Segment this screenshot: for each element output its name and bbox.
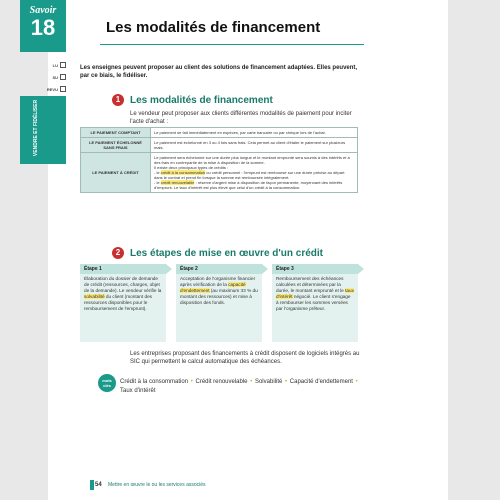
title-underline bbox=[100, 44, 364, 45]
checklist-item[interactable] bbox=[40, 60, 66, 70]
credit-types-intro: Il existe deux principaux types de crédits : bbox=[154, 165, 229, 170]
bullet-text: ou crédit personnel : l'emprunt est remboursé sur une durée précise au départ dans le contrat et prend fin lorsque la somme est remboursée intégralement. bbox=[154, 170, 345, 180]
footer-text: Mettre en œuvre le ou les services associés bbox=[108, 482, 206, 488]
keyword: Solvabilité bbox=[254, 379, 283, 385]
checkbox[interactable] bbox=[60, 74, 66, 80]
keyword-highlight: taux d'intérêt bbox=[276, 288, 354, 299]
table-row-body: Le paiement se fait immédiatement en espèces, par carte bancaire ou par chèque lors de l'achat. bbox=[151, 128, 358, 138]
side-band-label: VENDRE ET FIDÉLISER bbox=[33, 99, 39, 157]
credit-desc: Le paiement sera échelonné sur une durée plus longue et le montant emprunté sera soumis à des intérêts et à des frais en contrepartie de la mise à disposition de la somme. bbox=[154, 155, 350, 165]
payment-table bbox=[80, 127, 358, 193]
table-row-head: LE PAIEMENT COMPTANT bbox=[81, 128, 151, 138]
checklist-label: SU bbox=[52, 74, 58, 80]
keywords-badge: mots clés bbox=[98, 374, 116, 392]
step-body bbox=[176, 274, 262, 342]
keyword: Taux d'intérêt bbox=[120, 388, 156, 394]
table-row bbox=[81, 153, 358, 193]
step-text: du client (montant des ressources disponibles pour le remboursement de l'emprunt). bbox=[84, 294, 153, 311]
keyword-highlight: crédit renouvelable bbox=[160, 180, 195, 185]
keyword-separator: • bbox=[285, 379, 288, 385]
section-number-2: 2 bbox=[112, 247, 124, 259]
keyword-separator: • bbox=[190, 379, 193, 385]
checklist-item[interactable] bbox=[40, 72, 66, 82]
step-body bbox=[272, 274, 358, 342]
step-text: (au maximum 33 % du montant des ressources) et mise à disposition des fonds. bbox=[180, 288, 258, 305]
page-number: 54 bbox=[95, 482, 102, 488]
bullet-text: : réserve d'argent mise à disposition de façon permanente, moyennant des intérêts d'emprunt. Le taux d'intérêt est plus élevé que celui d'un crédit à la consommation. bbox=[154, 180, 343, 190]
bullet-prefix: - le bbox=[154, 170, 161, 175]
section-1-text: Le vendeur peut proposer aux clients différentes modalités de paiement pour inciter l'acte d'achat : bbox=[130, 111, 352, 125]
step-text: Remboursement des échéances calculées et déterminées par la durée, le montant emprunté et le bbox=[276, 276, 346, 293]
step-body bbox=[80, 274, 166, 342]
keyword-highlight: solvabilité bbox=[84, 294, 105, 299]
credit-type-2 bbox=[154, 180, 354, 190]
table-row-body bbox=[151, 153, 358, 193]
checklist-label: LU bbox=[52, 62, 58, 68]
side-band bbox=[20, 96, 66, 164]
credit-type-1 bbox=[154, 170, 354, 180]
badge-word: Savoir bbox=[29, 5, 57, 16]
keywords-list bbox=[120, 378, 360, 396]
step-title: Étape 2 bbox=[176, 264, 262, 274]
keyword-highlight: capacité d'endettement bbox=[180, 282, 246, 293]
credit-steps bbox=[80, 264, 358, 342]
table-row-body: Le paiement est échelonné en 3 ou 4 fois sans frais. Cela permet au client d'étaler le paiement sur plusieurs mais. bbox=[151, 138, 358, 153]
table-row-head: LE PAIEMENT ÉCHELONNÉ SANS FRAIS bbox=[81, 138, 151, 153]
step-title: Étape 1 bbox=[80, 264, 166, 274]
badge-number: 18 bbox=[30, 15, 56, 40]
checklist-item[interactable] bbox=[40, 84, 66, 94]
step-title: Étape 3 bbox=[272, 264, 358, 274]
checklist-label: REVU bbox=[46, 86, 58, 92]
checklist bbox=[40, 60, 66, 96]
keyword: Crédit renouvelable bbox=[195, 379, 248, 385]
checkbox[interactable] bbox=[60, 86, 66, 92]
page-title: Les modalités de financement bbox=[106, 19, 321, 36]
checkbox[interactable] bbox=[60, 62, 66, 68]
section-number-1: 1 bbox=[112, 94, 124, 106]
step-text: Élaboration du dossier de demande de crédit (ressources, charges, objet de la demande). Le vendeur vérifie la bbox=[84, 276, 162, 293]
keyword-separator: • bbox=[355, 379, 358, 385]
keyword-highlight: crédit à la consommation bbox=[160, 170, 206, 175]
step-card bbox=[176, 264, 262, 342]
keyword: Capacité d'endettement bbox=[289, 379, 353, 385]
savoir-badge bbox=[20, 0, 66, 52]
table-row-head: LE PAIEMENT À CRÉDIT bbox=[81, 153, 151, 193]
footer-marker bbox=[90, 480, 94, 490]
section-title-2: Les étapes de mise en œuvre d'un crédit bbox=[130, 248, 323, 259]
table-row bbox=[81, 138, 358, 153]
table-row bbox=[81, 128, 358, 138]
intro-text: Les enseignes peuvent proposer au client des solutions de financement adaptées. Elles peuvent, par ce biais, le fidéliser. bbox=[80, 65, 358, 79]
keyword-separator: • bbox=[250, 379, 253, 385]
section-title-1: Les modalités de financement bbox=[130, 95, 273, 106]
step-text: négocié. Le client s'engage à rembourser les sommes versées par l'organisme prêteur. bbox=[276, 294, 351, 311]
step-card bbox=[272, 264, 358, 342]
closing-text: Les entreprises proposant des financements à crédit disposent de logiciels intégrés au SIC qui permettent le calcul automatique des échéances. bbox=[130, 351, 360, 365]
bullet-prefix: - le bbox=[154, 180, 161, 185]
keyword: Crédit à la consommation bbox=[120, 379, 189, 385]
step-card bbox=[80, 264, 166, 342]
step-text: Acceptation de l'organisme financier après vérification de la bbox=[180, 276, 256, 287]
